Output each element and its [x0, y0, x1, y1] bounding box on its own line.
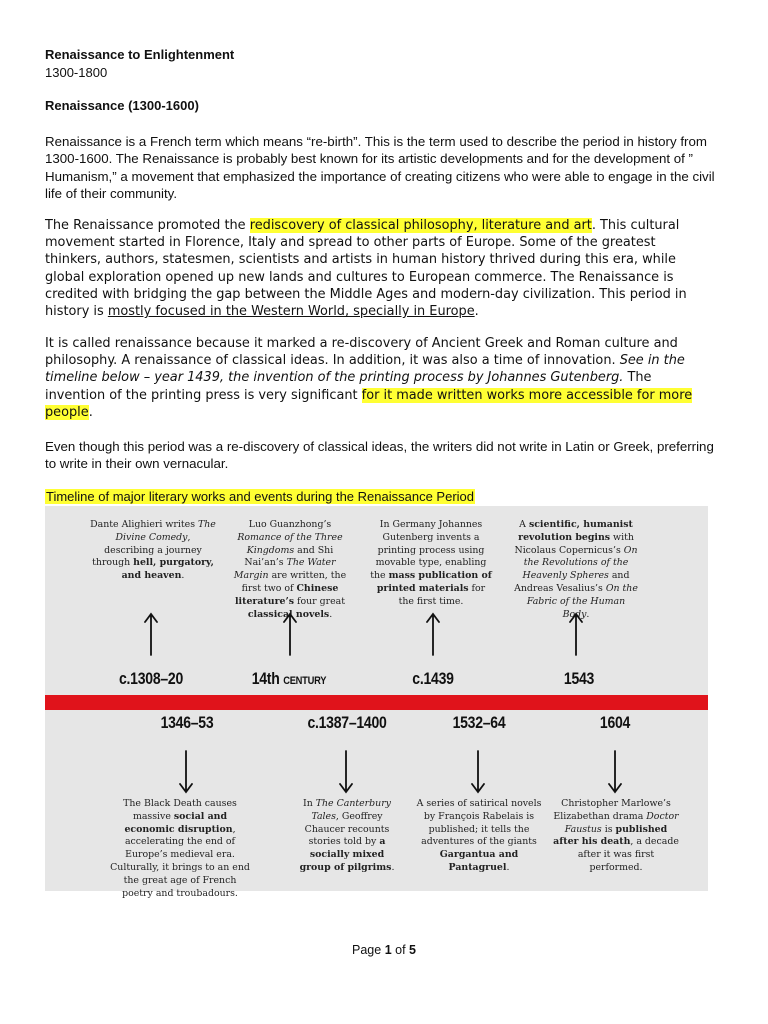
event-text-run: In Germany Johannes Gutenberg invents a printing process using movable type, enabling the — [370, 519, 487, 582]
down-arrow-icon — [605, 750, 625, 794]
event-text-run: . — [181, 570, 185, 582]
down-arrow-icon — [336, 750, 356, 794]
timeline-event-copernicus — [513, 519, 639, 621]
document-title: Renaissance to Enlightenment — [45, 47, 235, 62]
event-text-run: social and economic disruption — [124, 810, 233, 835]
event-text-run: A series of satirical novels by François Rabelais is published; it tells the adventures of the giants — [416, 798, 542, 848]
event-text-run: . — [506, 861, 510, 873]
timeline-red-bar — [45, 695, 708, 710]
event-text-run: . — [329, 608, 333, 620]
p3-italic: See in the timeline below – year 1439, the invention of the printing process by Johannes Gutenberg. — [45, 353, 685, 386]
event-text-run: . — [586, 608, 590, 620]
event-text-run: Chinese literature’s — [234, 582, 339, 607]
event-text-run: , a decade after it was first performed. — [577, 836, 679, 873]
timeline-event-black-death — [109, 798, 251, 900]
event-text-run: Christopher Marlowe’s Elizabethan drama — [553, 798, 671, 822]
timeline-caption: Timeline of major literary works and events during the Renaissance Period — [46, 489, 474, 504]
p2-underline: mostly focused in the Western World, specially in Europe — [107, 304, 475, 320]
event-text-run: , Geoffrey Chaucer recounts stories told by — [304, 810, 390, 848]
of-label: of — [395, 943, 406, 957]
date-main: 14th — [251, 670, 280, 688]
section-title: Renaissance (1300-1600) — [45, 98, 199, 113]
p2-text-c: . — [474, 304, 479, 320]
event-text-run: , accelerating the end of Europe’s medieval era. Culturally, it brings to an end the great age of French poetry and troubadours. — [110, 823, 250, 899]
event-text-run: In — [303, 798, 316, 809]
timeline-figure — [45, 506, 708, 899]
timeline-date-14th-century — [230, 670, 349, 689]
paragraph-3 — [45, 335, 715, 421]
p2-text-b: . This cultural movement started in Florence, Italy and spread to other parts of Europe. Some of the greatest thinkers, authors, statesmen, scientists and artists in human history thrived during this era, while global exploration opened up new lands and cultures to European commerce. The Renaissance is credited with bridging the gap between the Middle Ages and modern-day civilization. This period in history is — [45, 218, 687, 320]
p2-highlight: rediscovery of classical philosophy, literature and art — [249, 218, 592, 233]
timeline-date-1439: c.1439 — [412, 670, 454, 688]
timeline-event-luo-guanzhong — [227, 519, 353, 621]
p2-text-a: The Renaissance promoted the — [45, 218, 250, 233]
event-text-run: with Nicolaus Copernicus’s — [514, 531, 634, 556]
event-text-run: On the Revolutions of the Heavenly Spheres — [522, 544, 638, 582]
event-text-run: and Shi Nai’an’s — [244, 544, 334, 569]
event-text-run: is — [601, 823, 616, 835]
event-text-run: scientific, humanist revolution begins — [518, 519, 633, 543]
event-text-run: The Canterbury Tales — [311, 798, 391, 822]
event-text-run: and Andreas Vesalius’s — [514, 570, 630, 594]
p3-text-b: The invention of the printing press is very significant — [45, 370, 652, 403]
timeline-date-1543: 1543 — [563, 670, 595, 688]
timeline-event-canterbury-tales — [293, 798, 401, 875]
event-text-run: hell, purgatory, and heaven — [121, 557, 214, 582]
event-text-run: classical novels — [247, 608, 330, 620]
paragraph-4: Even though this period was a re-discovery of classical ideas, the writers did not write in Latin or Greek, preferring to write in their own vernacular. — [45, 439, 714, 472]
timeline-date-1604: 1604 — [599, 714, 631, 732]
timeline-date-1346: 1346–53 — [160, 714, 214, 732]
paragraph-2 — [45, 217, 715, 320]
event-text-run: . — [391, 861, 395, 873]
page-label: Page — [352, 943, 382, 957]
event-text-run: four great — [294, 595, 345, 607]
timeline-date-1308: c.1308–20 — [118, 670, 183, 688]
event-text-run: A — [519, 519, 529, 530]
event-text-run: Doctor Faustus — [564, 810, 679, 835]
timeline-date-1387: c.1387–1400 — [307, 714, 387, 732]
date-small: CENTURY — [283, 675, 327, 687]
down-arrow-icon — [468, 750, 488, 794]
up-arrow-icon — [141, 612, 161, 656]
p3-highlight: for it made written works more accessible for more people — [45, 387, 693, 420]
event-text-run: are written, the first two of — [241, 570, 347, 594]
up-arrow-icon — [423, 612, 443, 656]
timeline-event-rabelais — [416, 798, 542, 875]
document-years: 1300-1800 — [45, 65, 108, 80]
up-arrow-icon — [280, 612, 300, 656]
event-text-run: Romance of the Three Kingdoms — [237, 531, 343, 556]
event-text-run: , describing a journey through — [92, 531, 202, 569]
event-text-run: for the first time. — [398, 582, 486, 607]
event-text-run: The Water Margin — [233, 557, 336, 582]
event-text-run: The Black Death causes massive — [123, 798, 237, 822]
event-text-run: mass publication of printed materials — [376, 570, 492, 594]
timeline-date-1532: 1532–64 — [452, 714, 506, 732]
down-arrow-icon — [176, 750, 196, 794]
p3-text-a: It is called renaissance because it marked a re-discovery of Ancient Greek and Roman culture and philosophy. A renaissance of classical ideas. In addition, it was also a time of innovation. — [45, 336, 678, 369]
paragraph-1: Renaissance is a French term which means “re-birth”. This is the term used to describe the period in history from 1300-1600. The Renaissance is probably best known for its artistic developments and for the development of ” Humanism,” a movement that emphasized the importance of creating citizens who were able to engage in the civil life of their community. — [45, 134, 715, 201]
event-text-run: Luo Guanzhong’s — [248, 519, 332, 530]
page-number: 1 — [384, 943, 392, 957]
timeline-event-marlowe — [553, 798, 679, 875]
event-text-run: The Divine Comedy — [115, 519, 216, 543]
event-text-run: published after his death — [553, 823, 668, 848]
up-arrow-icon — [566, 612, 586, 656]
event-text-run: Gargantua and Pantagruel — [439, 849, 519, 873]
page-footer — [0, 943, 768, 957]
timeline-event-dante — [90, 519, 216, 583]
event-text-run: On the Fabric of the Human Body — [526, 582, 638, 620]
p3-text-c: . — [88, 404, 93, 420]
event-text-run: a socially mixed group of pilgrims — [299, 836, 392, 873]
timeline-event-gutenberg — [368, 519, 494, 609]
event-text-run: Dante Alighieri writes — [90, 519, 199, 530]
page-total: 5 — [409, 943, 416, 957]
